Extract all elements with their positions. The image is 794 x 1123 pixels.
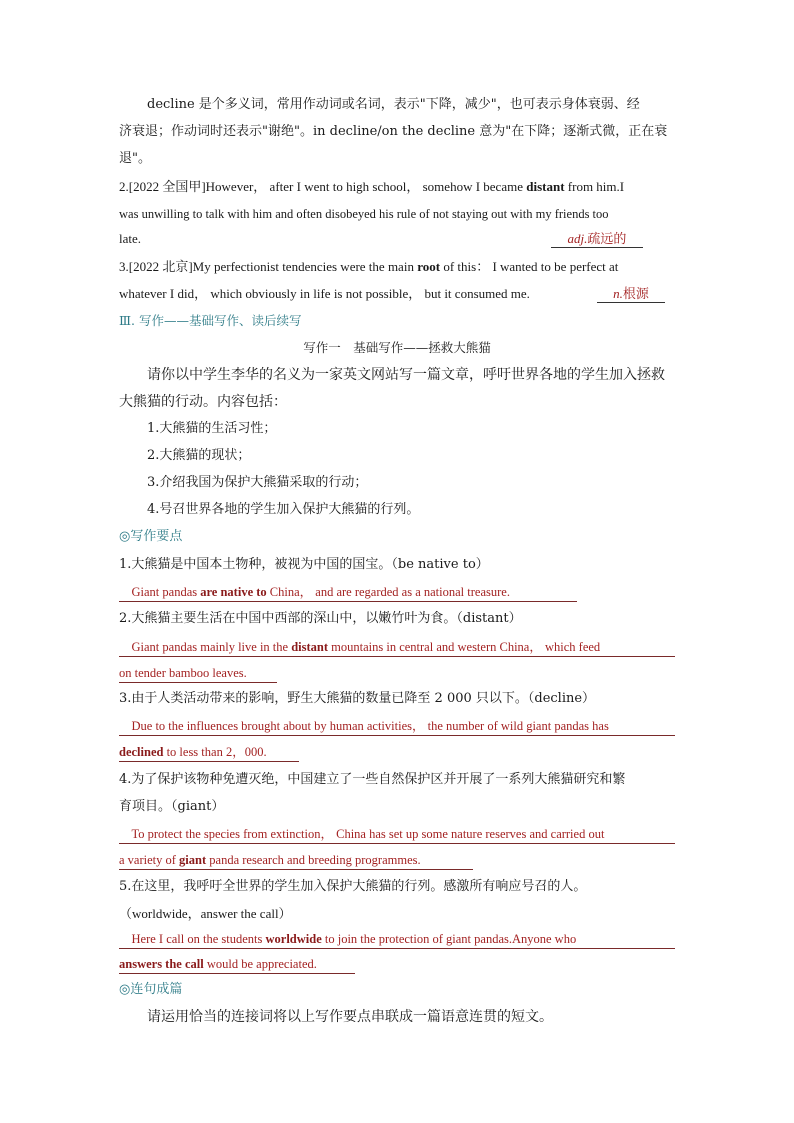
linking-text: 请运用恰当的连接词将以上写作要点串联成一篇语意连贯的短文。 [147,1009,553,1025]
example-3-line-1: 3.[2022 北京]My perfectionist tendencies were the main root of this： I wanted to be perfect at [119,259,619,274]
intro-line-2: 济衰退；作动词时还表示"谢绝"。in decline/on the decline 意为"在下降；逐渐式微，正在衰 [119,124,668,139]
example-2-line-1: 2.[2022 全国甲]However， after I went to high school， somehow I became distant from him.I [119,179,625,194]
point-2-answer-line-2: on tender bamboo leaves. [119,664,277,683]
point-2-answer-line-1: Giant pandas mainly live in the distant mountains in central and western China， which feed [119,638,675,657]
point-5-answer-line-2: answers the call would be appreciated. [119,955,355,974]
point-3-answer-line-2: declined to less than 2，000. [119,743,299,762]
keyword-root: root [417,259,441,274]
point-3-question: 3.由于人类活动带来的影响，野生大熊猫的数量已降至 2 000 只以下。（decline） [119,691,596,706]
prompt-line-2: 大熊猫的行动。内容包括： [119,394,287,410]
task-title: 写作一 基础写作——拯救大熊猫 [303,340,491,355]
point-1-question: 1.大熊猫是中国本土物种，被视为中国的国宝。（be native to） [119,557,489,572]
prompt-item-3: 3.介绍我国为保护大熊猫采取的行动； [147,475,368,490]
point-3-answer-line-1: Due to the influences brought about by human activities， the number of wild giant pandas has [119,717,675,736]
point-4-question-line-2: 育项目。（giant） [119,799,225,814]
point-1-answer: Giant pandas are native to China， and are regarded as a national treasure. [119,583,577,602]
intro-line-1: decline 是个多义词，常用作动词或名词，表示"下降，减少"，也可表示身体衰弱、经 [147,97,640,112]
example-3-answer: n.根源 [597,285,665,303]
prompt-item-1: 1.大熊猫的生活习性； [147,421,277,436]
linking-heading: ◎连句成篇 [119,982,183,997]
point-4-answer-line-2: a variety of giant panda research and breeding programmes. [119,851,473,870]
example-2-answer: adj.疏远的 [551,230,643,248]
point-2-question: 2.大熊猫主要生活在中国中西部的深山中，以嫩竹叶为食。（distant） [119,611,522,626]
point-4-answer-line-1: To protect the species from extinction， China has set up some nature reserves and carried out [119,825,675,844]
prompt-line-1: 请你以中学生李华的名义为一家英文网站写一篇文章，呼吁世界各地的学生加入拯救 [147,367,665,383]
point-5-question-line-1: 5.在这里，我呼吁全世界的学生加入保护大熊猫的行列。感激所有响应号召的人。 [119,879,587,894]
point-5-answer-line-1: Here I call on the students worldwide to join the protection of giant pandas.Anyone who [119,930,675,949]
example-2-line-2: was unwilling to talk with him and often disobeyed his rule of not staying out with my friends too [119,207,609,221]
intro-line-3: 退"。 [119,151,151,166]
point-4-question-line-1: 4.为了保护该物种免遭灭绝，中国建立了一些自然保护区并开展了一系列大熊猫研究和繁 [119,772,626,787]
keyword-distant: distant [526,179,565,194]
prompt-item-4: 4.号召世界各地的学生加入保护大熊猫的行列。 [147,502,420,517]
prompt-item-2: 2.大熊猫的现状； [147,448,251,463]
points-heading: ◎写作要点 [119,529,183,544]
example-2-line-3: late. adj.疏远的 [119,230,675,248]
point-5-question-line-2: （worldwide，answer the call） [119,906,292,921]
example-3-line-2: whatever I did， which obviously in life is not possible， but it consumed me. n.根源 [119,285,675,303]
section-title: Ⅲ. 写作——基础写作、读后续写 [119,313,302,328]
